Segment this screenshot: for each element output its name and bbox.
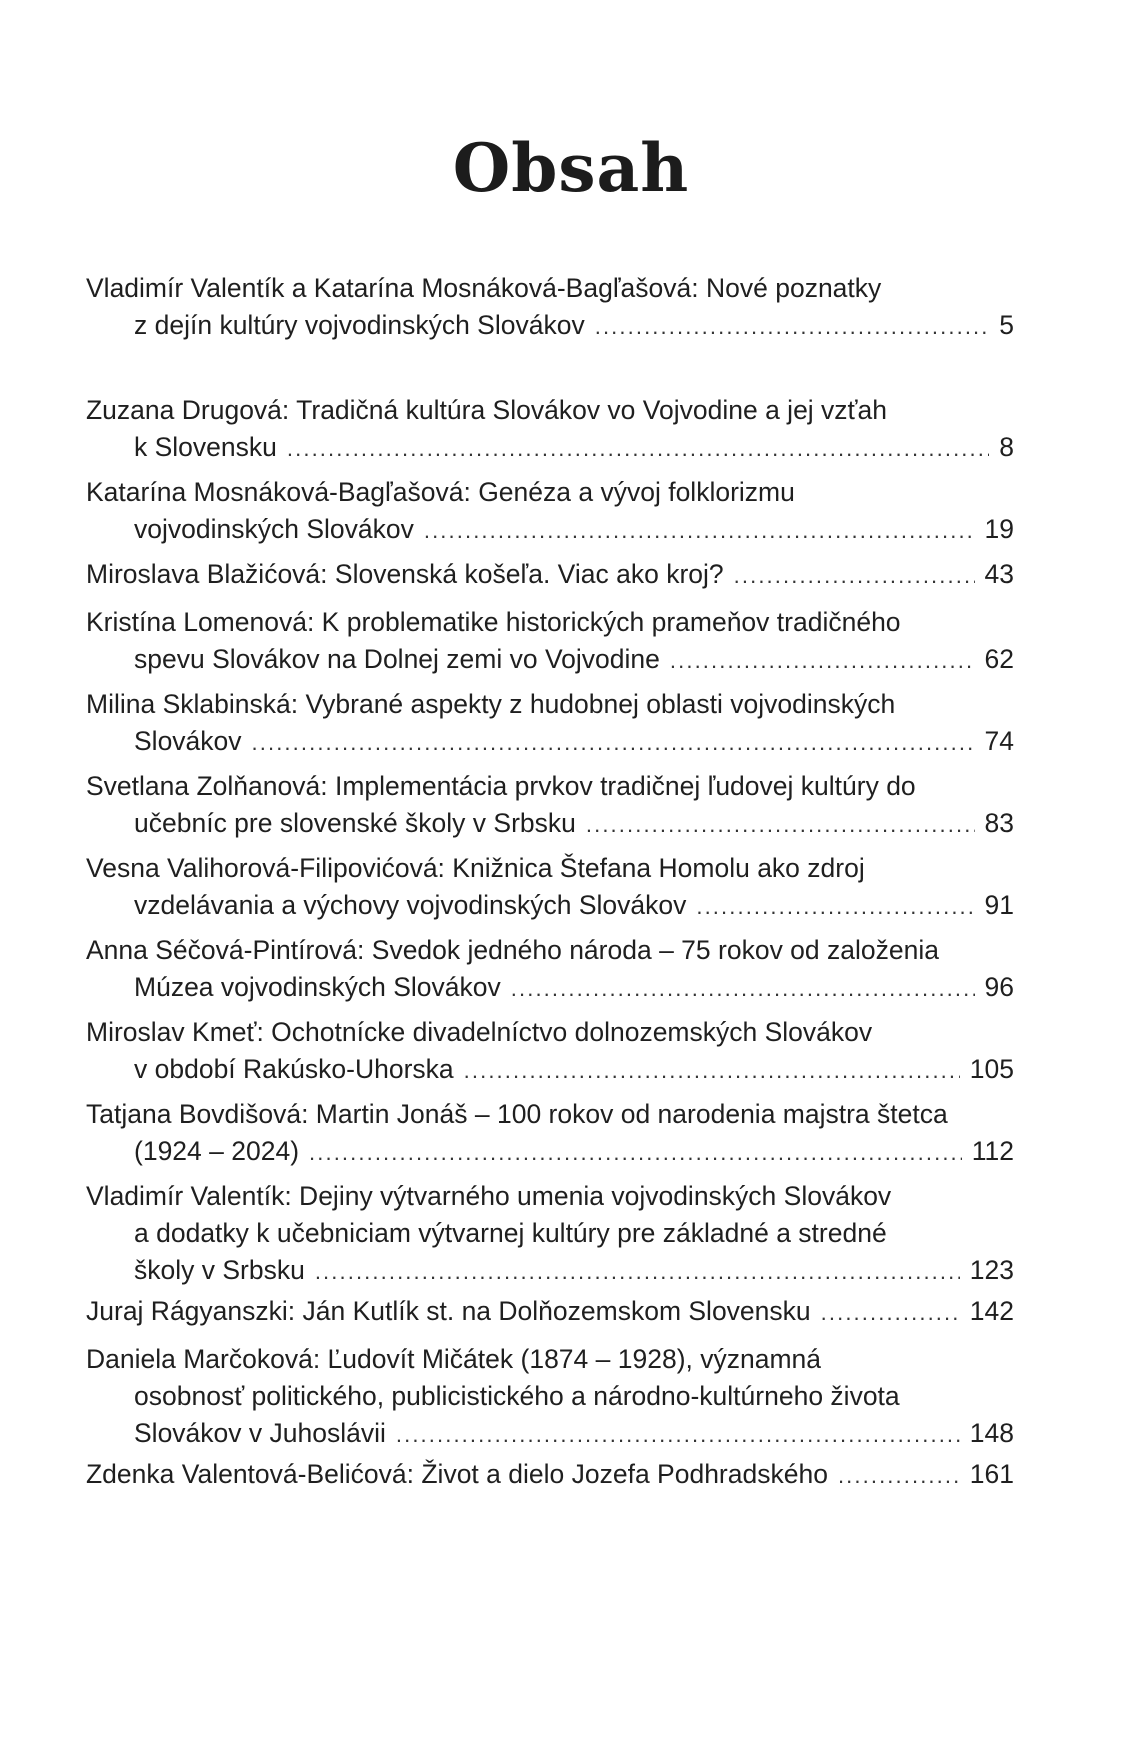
- page-number: 112: [971, 1136, 1014, 1166]
- dot-leader: [309, 1134, 962, 1171]
- toc-entry-line: [86, 307, 1014, 344]
- dot-leader: [670, 642, 975, 679]
- toc-entry: [86, 392, 1014, 466]
- toc-entry-line: Milina Sklabinská: Vybrané aspekty z hudobnej oblasti vojvodinských: [86, 689, 896, 719]
- table-of-contents: [86, 0, 1014, 1743]
- page-number: 62: [984, 644, 1014, 674]
- dot-leader: [734, 557, 975, 594]
- toc-entry-line: Svetlana Zolňanová: Implementácia prvkov tradičnej ľudovej kultúry do: [86, 771, 916, 801]
- dot-leader: [696, 888, 974, 925]
- toc-entry-text: v období Rakúsko-Uhorska: [134, 1054, 454, 1084]
- page-number: 105: [969, 1054, 1014, 1084]
- toc-entry-line: [86, 556, 1014, 593]
- toc-entry-text: Juraj Rágyanszki: Ján Kutlík st. na Dolňozemskom Slovensku: [86, 1296, 811, 1326]
- page-number: 161: [969, 1459, 1014, 1489]
- toc-entry-line: [86, 1051, 1014, 1088]
- page-number: 8: [999, 432, 1014, 462]
- page-number: 148: [969, 1418, 1014, 1448]
- dot-leader: [838, 1457, 960, 1494]
- dot-leader: [821, 1294, 960, 1331]
- dot-leader: [396, 1416, 960, 1453]
- toc-entry-line: Kristína Lomenová: K problematike historických prameňov tradičného: [86, 607, 901, 637]
- toc-entry: [86, 604, 1014, 678]
- toc-entry-line: [86, 887, 1014, 924]
- toc-entry: [86, 556, 1014, 593]
- dot-leader: [595, 308, 990, 345]
- toc-entry: [86, 768, 1014, 842]
- dot-leader: [464, 1052, 960, 1089]
- toc-entry-line: [86, 723, 1014, 760]
- dot-leader: [511, 970, 975, 1007]
- toc-entry-line: [86, 429, 1014, 466]
- page-number: 123: [969, 1255, 1014, 1285]
- toc-entry-line: [86, 1293, 1014, 1330]
- toc-entry: [86, 1178, 1014, 1289]
- toc-entry-line: Vesna Valihorová-Filipovićová: Knižnica Štefana Homolu ako zdroj: [86, 853, 865, 883]
- toc-entry-line: Zuzana Drugová: Tradičná kultúra Slovákov vo Vojvodine a jej vzťah: [86, 395, 887, 425]
- page-title: Obsah: [452, 129, 690, 207]
- toc-entry: [86, 850, 1014, 924]
- toc-entry-line: [86, 969, 1014, 1006]
- dot-leader: [252, 724, 975, 761]
- toc-entry: [86, 686, 1014, 760]
- toc-entry-text: Slovákov: [134, 726, 242, 756]
- toc-entry-text: k Slovensku: [134, 432, 277, 462]
- toc-entry-line: Tatjana Bovdišová: Martin Jonáš – 100 rokov od narodenia majstra štetca: [86, 1099, 948, 1129]
- toc-entry-text: učebníc pre slovenské školy v Srbsku: [134, 808, 576, 838]
- toc-entry-text: Miroslava Blažićová: Slovenská košeľa. Viac ako kroj?: [86, 559, 724, 589]
- toc-entry-line: a dodatky k učebniciam výtvarnej kultúry pre základné a stredné: [134, 1218, 887, 1248]
- toc-entry-text: z dejín kultúry vojvodinských Slovákov: [134, 310, 585, 340]
- toc-entry-line: [86, 641, 1014, 678]
- toc-entry: [86, 474, 1014, 548]
- toc-entry: [86, 1096, 1014, 1170]
- toc-entry-text: Múzea vojvodinských Slovákov: [134, 972, 501, 1002]
- toc-entry-line: [86, 1415, 1014, 1452]
- toc-entry-line: Anna Séčová-Pintírová: Svedok jedného národa – 75 rokov od založenia: [86, 935, 939, 965]
- page-number: 74: [984, 726, 1014, 756]
- dot-leader: [424, 512, 975, 549]
- page-number: 91: [984, 890, 1014, 920]
- toc-entry-line: Miroslav Kmeť: Ochotnícke divadelníctvo dolnozemských Slovákov: [86, 1017, 873, 1047]
- toc-entry-line: [86, 1133, 1014, 1170]
- page-number: 83: [984, 808, 1014, 838]
- toc-entry: [86, 1456, 1014, 1493]
- page-number: 142: [969, 1296, 1014, 1326]
- toc-entry-line: Vladimír Valentík: Dejiny výtvarného umenia vojvodinských Slovákov: [86, 1181, 892, 1211]
- toc-entry: [86, 932, 1014, 1006]
- dot-leader: [586, 806, 975, 843]
- toc-entry-line: [86, 1456, 1014, 1493]
- toc-entry-text: spevu Slovákov na Dolnej zemi vo Vojvodine: [134, 644, 660, 674]
- toc-entry-text: Zdenka Valentová-Belićová: Život a dielo Jozefa Podhradského: [86, 1459, 828, 1489]
- toc-entry-line: osobnosť politického, publicistického a národno-kultúrneho života: [134, 1381, 900, 1411]
- toc-entry-text: vojvodinských Slovákov: [134, 514, 414, 544]
- page-number: 43: [984, 559, 1014, 589]
- toc-entry-line: [86, 1252, 1014, 1289]
- toc-entry-line: [86, 511, 1014, 548]
- toc-entry: [86, 1014, 1014, 1088]
- toc-entry-line: Katarína Mosnáková-Bagľašová: Genéza a vývoj folklorizmu: [86, 477, 795, 507]
- toc-entry: [86, 270, 1014, 344]
- dot-leader: [315, 1253, 960, 1290]
- toc-entry-line: [86, 805, 1014, 842]
- toc-entry-text: vzdelávania a výchovy vojvodinských Slovákov: [134, 890, 687, 920]
- dot-leader: [287, 430, 989, 467]
- toc-entry-text: školy v Srbsku: [134, 1255, 305, 1285]
- toc-entry: [86, 1293, 1014, 1330]
- toc-entry-line: Daniela Marčoková: Ľudovít Mičátek (1874 – 1928), významná: [86, 1344, 822, 1374]
- page-number: 19: [984, 514, 1014, 544]
- toc-entry-line: Vladimír Valentík a Katarína Mosnáková-Bagľašová: Nové poznatky: [86, 273, 882, 303]
- page-number: 96: [984, 972, 1014, 1002]
- toc-entry-text: (1924 – 2024): [134, 1136, 300, 1166]
- toc-entry: [86, 1341, 1014, 1452]
- page-number: 5: [999, 310, 1014, 340]
- toc-entry-text: Slovákov v Juhoslávii: [134, 1418, 386, 1448]
